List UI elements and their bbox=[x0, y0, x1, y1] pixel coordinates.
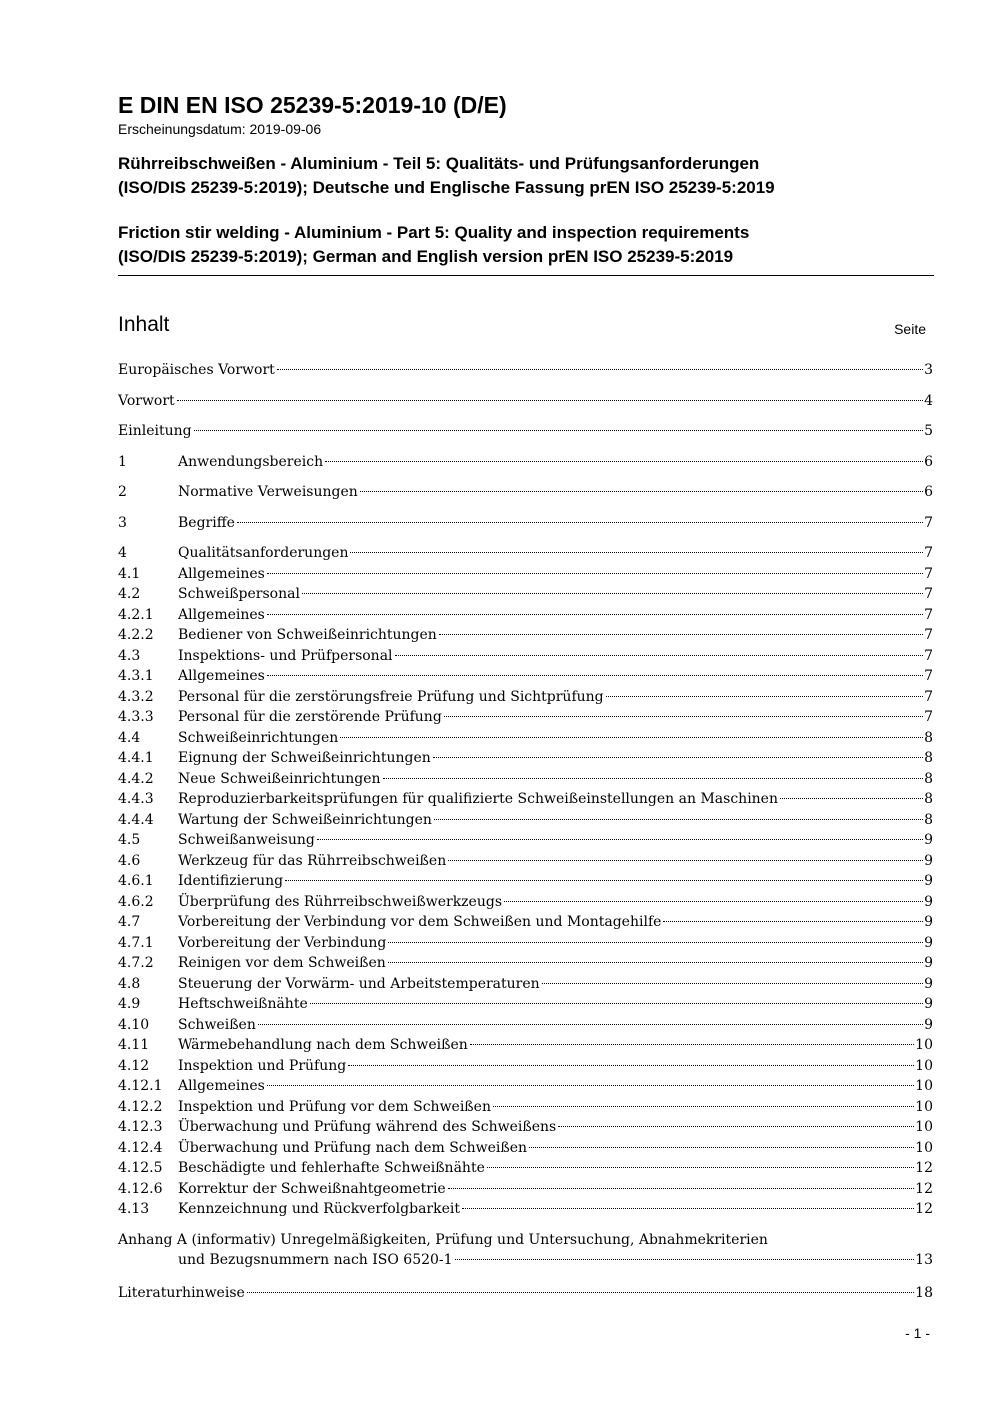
toc-entry[interactable] bbox=[118, 1076, 933, 1097]
toc-entry[interactable] bbox=[118, 1056, 933, 1077]
toc-entry-page: 7 bbox=[924, 647, 933, 664]
toc-entry-title: Inspektion und Prüfung bbox=[178, 1057, 347, 1074]
dot-leader bbox=[340, 736, 923, 738]
toc-entry-title: Allgemeines bbox=[178, 668, 265, 684]
dot-leader bbox=[558, 1125, 914, 1127]
german-title bbox=[118, 152, 934, 200]
toc-entry[interactable] bbox=[118, 646, 933, 667]
dot-leader bbox=[493, 1105, 914, 1107]
toc-entry-title: Beschädigte und fehlerhafte Schweißnähte bbox=[178, 1160, 485, 1176]
toc-entry[interactable] bbox=[118, 851, 933, 872]
dot-leader bbox=[470, 1043, 914, 1045]
dot-leader bbox=[325, 460, 923, 462]
toc-entry-page: 12 bbox=[915, 1180, 933, 1197]
toc-entry[interactable] bbox=[118, 452, 933, 473]
toc-entry-title: Personal für die zerstörungsfreie Prüfung und Sichtprüfung bbox=[178, 688, 604, 705]
toc-entry[interactable] bbox=[118, 1035, 933, 1056]
toc-entry[interactable] bbox=[118, 1158, 933, 1179]
toc-entry[interactable] bbox=[118, 830, 933, 851]
dot-leader bbox=[348, 1064, 914, 1066]
toc-entry-number: 1 bbox=[118, 453, 127, 470]
toc-entry-title: Inspektion und Prüfung vor dem Schweißen bbox=[178, 1098, 491, 1115]
toc-entry-number: 4.12.6 bbox=[118, 1180, 163, 1197]
dot-leader bbox=[310, 1002, 923, 1004]
toc-entry[interactable] bbox=[118, 728, 933, 749]
toc-entry-title: Werkzeug für das Rührreibschweißen bbox=[178, 852, 447, 869]
toc-entry[interactable] bbox=[118, 912, 933, 933]
toc-entry-number: 4.12.5 bbox=[118, 1160, 163, 1176]
toc-entry-number: 4.6 bbox=[118, 852, 141, 869]
toc-entry-title: Allgemeines bbox=[178, 606, 265, 623]
dot-leader bbox=[529, 1146, 914, 1148]
toc-entry-number: 4.12.1 bbox=[118, 1078, 163, 1094]
toc-entry-title: und Bezugsnummern nach ISO 6520-1 bbox=[178, 1252, 453, 1268]
toc-entry-title: Eignung der Schweißeinrichtungen bbox=[178, 750, 431, 766]
dot-leader bbox=[360, 490, 923, 492]
header-divider bbox=[118, 275, 934, 276]
toc-entry-number: 4.6.1 bbox=[118, 873, 154, 889]
page-number: - 1 - bbox=[905, 1325, 930, 1341]
dot-leader bbox=[462, 1207, 914, 1209]
toc-entry-title: Kennzeichnung und Rückverfolgbarkeit bbox=[178, 1201, 460, 1217]
toc-entry-title: Neue Schweißeinrichtungen bbox=[178, 770, 381, 787]
toc-entry-title: Schweißpersonal bbox=[178, 586, 300, 602]
dot-leader bbox=[487, 1166, 914, 1168]
toc-entry-number: 4.4.4 bbox=[118, 811, 154, 828]
toc-entry-page: 9 bbox=[924, 975, 933, 992]
english-title-line2: (ISO/DIS 25239-5:2019); German and English version prEN ISO 25239-5:2019 bbox=[118, 247, 734, 266]
toc-entry-number: 4.10 bbox=[118, 1016, 150, 1033]
toc-entry-page: 7 bbox=[924, 606, 933, 623]
toc-literature[interactable] bbox=[118, 1283, 933, 1304]
toc-entry-page: 9 bbox=[924, 955, 933, 971]
toc-entry-number: 4.11 bbox=[118, 1037, 150, 1053]
dot-leader bbox=[302, 592, 923, 594]
toc-entry-page: 5 bbox=[924, 423, 933, 439]
dot-leader bbox=[194, 429, 924, 431]
toc-entry-number: 4.4.1 bbox=[118, 750, 154, 766]
toc-entry[interactable] bbox=[118, 953, 933, 974]
toc-entry[interactable] bbox=[118, 1138, 933, 1159]
toc-entry[interactable] bbox=[118, 769, 933, 790]
document-title: E DIN EN ISO 25239-5:2019-10 (D/E) bbox=[118, 92, 507, 118]
dot-leader bbox=[177, 399, 923, 401]
dot-leader bbox=[350, 551, 923, 553]
toc-entry-title: Überwachung und Prüfung während des Schweißens bbox=[178, 1119, 557, 1135]
toc-entry-title: Vorwort bbox=[118, 392, 175, 409]
toc-entry-number: 3 bbox=[118, 514, 127, 531]
toc-entry[interactable] bbox=[118, 1097, 933, 1118]
toc-entry-page: 7 bbox=[924, 668, 933, 684]
toc-entry-title: Allgemeines bbox=[178, 1078, 265, 1094]
toc-entry-title: Bediener von Schweißeinrichtungen bbox=[178, 627, 437, 643]
dot-leader bbox=[277, 368, 923, 370]
toc-entry-page: 6 bbox=[924, 453, 933, 470]
toc-entry-number: 4.2.2 bbox=[118, 627, 154, 643]
toc-entry[interactable] bbox=[118, 666, 933, 687]
dot-leader bbox=[317, 838, 923, 840]
toc-annex-a[interactable] bbox=[118, 1250, 933, 1271]
toc-heading-label: Inhalt bbox=[118, 313, 170, 336]
toc-entry-number: 4.12.3 bbox=[118, 1119, 163, 1135]
toc-entry-number: 4.13 bbox=[118, 1201, 150, 1217]
toc-entry-number: 4.3.1 bbox=[118, 668, 154, 684]
toc-entry-title: Reinigen vor dem Schweißen bbox=[178, 955, 386, 971]
dot-leader bbox=[388, 961, 923, 963]
toc-entry[interactable] bbox=[118, 1199, 933, 1220]
dot-leader bbox=[542, 982, 923, 984]
dot-leader bbox=[285, 879, 923, 881]
toc-entry-page: 4 bbox=[924, 392, 933, 409]
toc-entry-page: 9 bbox=[924, 1016, 933, 1033]
toc-entry-number: 4.4.3 bbox=[118, 791, 154, 807]
toc-entry[interactable] bbox=[118, 584, 933, 605]
toc-entry-number: 4.3.2 bbox=[118, 688, 154, 705]
toc-entry-page: 9 bbox=[924, 996, 933, 1012]
toc-entries bbox=[118, 360, 933, 1220]
toc-entry-title: Begriffe bbox=[178, 514, 235, 531]
toc-entry-page: 3 bbox=[924, 362, 933, 378]
toc-entry-page: 10 bbox=[915, 1098, 933, 1115]
toc-entry-number: 4.12.2 bbox=[118, 1098, 163, 1115]
toc-entry-number: 4.5 bbox=[118, 832, 141, 848]
german-title-line1: Rührreibschweißen - Aluminium - Teil 5: Qualitäts- und Prüfungsanforderungen bbox=[118, 154, 760, 173]
toc-entry-title: Europäisches Vorwort bbox=[118, 362, 275, 378]
toc-entry[interactable] bbox=[118, 748, 933, 769]
toc-entry-title: Allgemeines bbox=[178, 565, 265, 582]
toc-entry-number: 4.7.1 bbox=[118, 934, 154, 951]
dot-leader bbox=[780, 797, 923, 799]
toc-entry-number: 4.7 bbox=[118, 914, 141, 930]
toc-entry-page: 13 bbox=[915, 1252, 933, 1268]
dot-leader bbox=[455, 1258, 915, 1260]
toc-entry[interactable] bbox=[118, 513, 933, 534]
toc-entry[interactable] bbox=[118, 1015, 933, 1036]
toc-entry[interactable] bbox=[118, 360, 933, 381]
toc-entry-page: 10 bbox=[915, 1037, 933, 1053]
toc-entry-page: 10 bbox=[915, 1057, 933, 1074]
toc-entry[interactable] bbox=[118, 391, 933, 412]
toc-entry-title: Überprüfung des Rührreibschweißwerkzeugs bbox=[178, 893, 503, 910]
toc-entry[interactable] bbox=[118, 789, 933, 810]
dot-leader bbox=[247, 1291, 914, 1293]
dot-leader bbox=[448, 859, 923, 861]
toc-entry-number: 4.4.2 bbox=[118, 770, 154, 787]
toc-entry[interactable] bbox=[118, 1117, 933, 1138]
toc-entry-number: 4.2 bbox=[118, 586, 141, 602]
toc-entry-number: 4.12 bbox=[118, 1057, 150, 1074]
toc-entry-number: 4.1 bbox=[118, 565, 141, 582]
toc-entry-page: 6 bbox=[924, 484, 933, 500]
dot-leader bbox=[439, 633, 923, 635]
toc-entry-number: 4 bbox=[118, 545, 127, 561]
toc-entry-title: Schweißanweisung bbox=[178, 832, 315, 848]
toc-entry-number: 4.9 bbox=[118, 996, 141, 1012]
toc-entry-title: Qualitätsanforderungen bbox=[178, 545, 349, 561]
toc-entry-page: 7 bbox=[924, 586, 933, 602]
toc-entry[interactable] bbox=[118, 687, 933, 708]
dot-leader bbox=[258, 1023, 923, 1025]
toc-entry-title: Heftschweißnähte bbox=[178, 996, 308, 1012]
toc-entry-page: 7 bbox=[924, 688, 933, 705]
dot-leader bbox=[267, 674, 923, 676]
dot-leader bbox=[267, 572, 923, 574]
toc-entry[interactable] bbox=[118, 564, 933, 585]
toc-entry-page: 9 bbox=[924, 832, 933, 848]
toc-entry[interactable] bbox=[118, 933, 933, 954]
toc-entry-title: Schweißeinrichtungen bbox=[178, 729, 339, 746]
dot-leader bbox=[267, 613, 923, 615]
dot-leader bbox=[267, 1084, 914, 1086]
toc-entry-page: 7 bbox=[924, 627, 933, 643]
toc-entry-page: 7 bbox=[924, 565, 933, 582]
german-title-line2: (ISO/DIS 25239-5:2019); Deutsche und Englische Fassung prEN ISO 25239-5:2019 bbox=[118, 178, 775, 197]
toc-entry-page: 12 bbox=[915, 1160, 933, 1176]
toc-entry-page: 9 bbox=[924, 852, 933, 869]
toc-entry-page: 8 bbox=[924, 729, 933, 746]
toc-entry-title: Schweißen bbox=[178, 1016, 256, 1033]
dot-leader bbox=[448, 1187, 914, 1189]
toc-entry-title: Identifizierung bbox=[178, 873, 284, 889]
toc-entry-number: 4.8 bbox=[118, 975, 141, 992]
toc-entry-number: 4.3.3 bbox=[118, 709, 154, 725]
english-title bbox=[118, 221, 934, 269]
dot-leader bbox=[444, 715, 923, 717]
dot-leader bbox=[395, 654, 924, 656]
toc-entry[interactable] bbox=[118, 810, 933, 831]
dot-leader bbox=[663, 920, 923, 922]
dot-leader bbox=[504, 900, 923, 902]
table-of-contents bbox=[118, 360, 933, 1303]
toc-entry[interactable] bbox=[118, 871, 933, 892]
dot-leader bbox=[237, 521, 923, 523]
toc-entry-page: 7 bbox=[924, 514, 933, 531]
dot-leader bbox=[388, 941, 923, 943]
toc-entry[interactable] bbox=[118, 625, 933, 646]
toc-entry-page: 8 bbox=[924, 770, 933, 787]
toc-entry[interactable] bbox=[118, 543, 933, 564]
toc-entry-title: Vorbereitung der Verbindung vor dem Schweißen und Montagehilfe bbox=[178, 914, 662, 930]
toc-entry[interactable] bbox=[118, 421, 933, 442]
toc-entry-title: Literaturhinweise bbox=[118, 1284, 245, 1301]
dot-leader bbox=[383, 777, 924, 779]
toc-entry-page: 18 bbox=[915, 1284, 933, 1301]
toc-entry[interactable] bbox=[118, 707, 933, 728]
publication-date: Erscheinungsdatum: 2019-09-06 bbox=[118, 121, 322, 137]
toc-entry-title: Inspektions- und Prüfpersonal bbox=[178, 647, 393, 664]
toc-entry-title: Personal für die zerstörende Prüfung bbox=[178, 709, 442, 725]
toc-entry-page: 7 bbox=[924, 545, 933, 561]
toc-entry-page: 9 bbox=[924, 873, 933, 889]
toc-heading bbox=[118, 313, 928, 345]
toc-entry-title: Steuerung der Vorwärm- und Arbeitstemperaturen bbox=[178, 975, 540, 992]
toc-entry[interactable] bbox=[118, 605, 933, 626]
toc-entry-number: 4.12.4 bbox=[118, 1139, 163, 1156]
toc-entry-number: 4.6.2 bbox=[118, 893, 154, 910]
toc-entry[interactable] bbox=[118, 974, 933, 995]
toc-entry-page: 9 bbox=[924, 934, 933, 951]
toc-entry-title: Wärmebehandlung nach dem Schweißen bbox=[178, 1037, 468, 1053]
toc-entry-page: 8 bbox=[924, 811, 933, 828]
toc-entry-number: 4.7.2 bbox=[118, 955, 154, 971]
toc-entry[interactable] bbox=[118, 482, 933, 503]
toc-entry-title: Vorbereitung der Verbindung bbox=[178, 934, 387, 951]
toc-page-column-label: Seite bbox=[894, 321, 926, 337]
toc-entry-page: 10 bbox=[915, 1078, 933, 1094]
toc-entry-page: 10 bbox=[915, 1119, 933, 1135]
toc-entry-page: 7 bbox=[924, 709, 933, 725]
toc-entry-number: 4.4 bbox=[118, 729, 141, 746]
dot-leader bbox=[606, 695, 923, 697]
toc-entry-page: 9 bbox=[924, 914, 933, 930]
toc-entry[interactable] bbox=[118, 1179, 933, 1200]
toc-entry[interactable] bbox=[118, 892, 933, 913]
dot-leader bbox=[433, 756, 923, 758]
toc-entry-title: Überwachung und Prüfung nach dem Schweißen bbox=[178, 1139, 528, 1156]
toc-entry-page: 8 bbox=[924, 750, 933, 766]
toc-entry-page: 12 bbox=[915, 1201, 933, 1217]
toc-entry-number: 4.2.1 bbox=[118, 606, 154, 623]
toc-entry-title: Reproduzierbarkeitsprüfungen für qualifizierte Schweißeinstellungen an Maschinen bbox=[178, 791, 778, 807]
toc-entry-page: 9 bbox=[924, 893, 933, 910]
toc-entry-title: Anwendungsbereich bbox=[178, 453, 324, 470]
toc-entry[interactable] bbox=[118, 994, 933, 1015]
toc-annex-a-line1[interactable]: Anhang A (informativ) Unregelmäßigkeiten, Prüfung und Untersuchung, Abnahmekriterien bbox=[118, 1231, 768, 1248]
document-header bbox=[118, 90, 934, 269]
toc-entry-title: Normative Verweisungen bbox=[178, 484, 358, 500]
english-title-line1: Friction stir welding - Aluminium - Part 5: Quality and inspection requirements bbox=[118, 223, 750, 242]
toc-entry-page: 8 bbox=[924, 791, 933, 807]
toc-entry-title: Wartung der Schweißeinrichtungen bbox=[178, 811, 432, 828]
toc-entry-title: Korrektur der Schweißnahtgeometrie bbox=[178, 1180, 446, 1197]
dot-leader bbox=[434, 818, 923, 820]
toc-entry-title: Einleitung bbox=[118, 423, 192, 439]
toc-entry-number: 4.3 bbox=[118, 647, 141, 664]
toc-entry-page: 10 bbox=[915, 1139, 933, 1156]
toc-entry-number: 2 bbox=[118, 484, 127, 500]
